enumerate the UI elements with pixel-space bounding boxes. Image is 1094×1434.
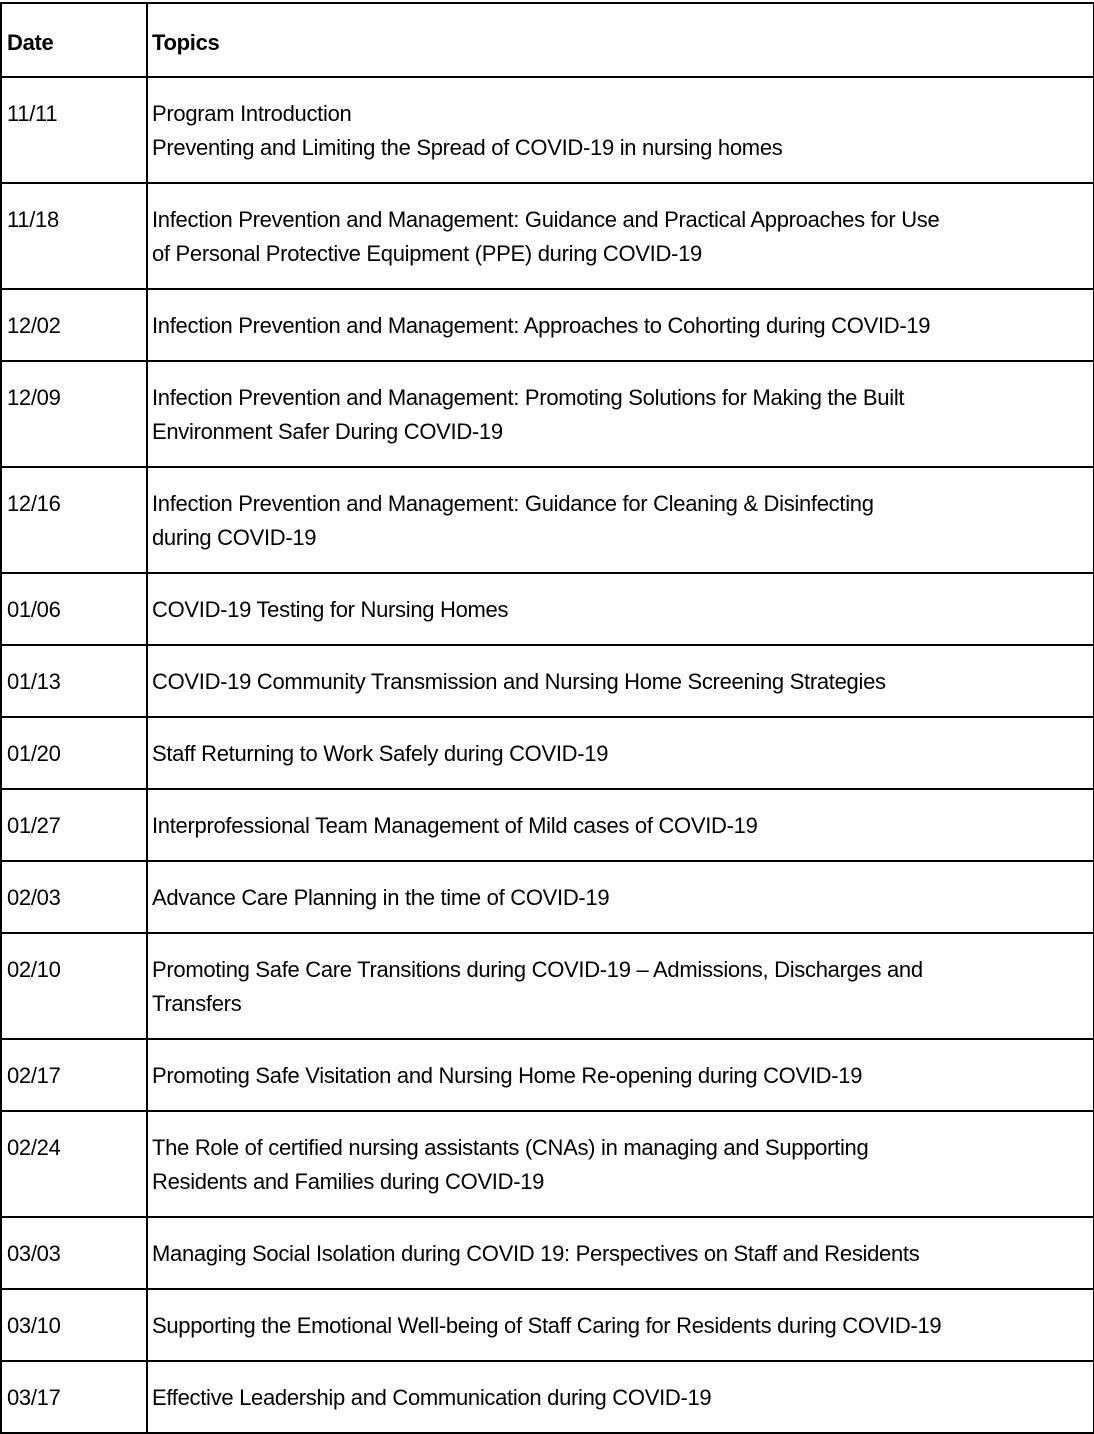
session-date: 03/03 (7, 1241, 61, 1266)
table-row (1, 789, 1094, 861)
topic-text (152, 1040, 1093, 1093)
date-cell (1, 1361, 147, 1433)
topic-text (152, 1290, 1093, 1343)
date-cell (1, 573, 147, 645)
session-date: 03/17 (7, 1385, 61, 1410)
header-row (1, 3, 1094, 77)
topic-line: Managing Social Isolation during COVID 19: Perspectives on Staff and Residents (152, 1241, 920, 1266)
topic-cell (147, 789, 1094, 861)
header-topics (147, 3, 1094, 77)
topic-line: Residents and Families during COVID-19 (152, 1169, 545, 1194)
topic-cell (147, 183, 1094, 289)
table-row (1, 289, 1094, 361)
session-date: 01/27 (7, 813, 61, 838)
date-cell (1, 361, 147, 467)
table-row (1, 1217, 1094, 1289)
topic-line: Staff Returning to Work Safely during COVID-19 (152, 741, 609, 766)
session-date: 12/16 (7, 491, 61, 516)
date-cell (1, 645, 147, 717)
topic-text (152, 934, 1093, 1021)
topic-cell (147, 1289, 1094, 1361)
date-cell (1, 1039, 147, 1111)
date-cell (1, 1217, 147, 1289)
topic-cell (147, 933, 1094, 1039)
header-topics-label: Topics (152, 30, 220, 55)
date-cell (1, 183, 147, 289)
session-date: 02/03 (7, 885, 61, 910)
table-row (1, 1289, 1094, 1361)
topic-cell (147, 289, 1094, 361)
topic-line: Transfers (152, 991, 242, 1016)
session-date: 02/24 (7, 1135, 61, 1160)
date-cell (1, 789, 147, 861)
topic-line: Infection Prevention and Management: Guidance for Cleaning & Disinfecting (152, 491, 874, 516)
topic-cell (147, 1217, 1094, 1289)
topic-cell (147, 77, 1094, 183)
table-row (1, 861, 1094, 933)
topic-cell (147, 361, 1094, 467)
topic-cell (147, 1039, 1094, 1111)
date-cell (1, 861, 147, 933)
schedule-table (0, 2, 1094, 1434)
topic-cell (147, 1111, 1094, 1217)
session-date: 02/17 (7, 1063, 61, 1088)
topic-line: Environment Safer During COVID-19 (152, 419, 503, 444)
topic-text (152, 1218, 1093, 1271)
topic-line: Preventing and Limiting the Spread of COVID-19 in nursing homes (152, 135, 783, 160)
topic-line: Infection Prevention and Management: Guidance and Practical Approaches for Use (152, 207, 940, 232)
session-date: 11/11 (7, 101, 58, 126)
date-cell (1, 77, 147, 183)
table-row (1, 573, 1094, 645)
table-row (1, 467, 1094, 573)
session-date: 12/09 (7, 385, 61, 410)
topic-text (152, 718, 1093, 771)
session-date: 01/20 (7, 741, 61, 766)
topic-text (152, 790, 1093, 843)
topic-line: Effective Leadership and Communication during COVID-19 (152, 1385, 712, 1410)
table-row (1, 183, 1094, 289)
date-cell (1, 933, 147, 1039)
topic-text (152, 1362, 1093, 1415)
topic-line: Promoting Safe Care Transitions during COVID-19 – Admissions, Discharges and (152, 957, 923, 982)
topic-text (152, 184, 1093, 271)
topic-line: COVID-19 Community Transmission and Nursing Home Screening Strategies (152, 669, 886, 694)
topic-cell (147, 717, 1094, 789)
topic-text (152, 290, 1093, 343)
topic-line: Program Introduction (152, 101, 352, 126)
date-cell (1, 717, 147, 789)
table-row (1, 1039, 1094, 1111)
topic-text (152, 468, 1093, 555)
table-body (1, 77, 1094, 1433)
topic-text (152, 574, 1093, 627)
topic-line: Supporting the Emotional Well-being of Staff Caring for Residents during COVID-19 (152, 1313, 942, 1338)
topic-line: Interprofessional Team Management of Mild cases of COVID-19 (152, 813, 758, 838)
date-cell (1, 289, 147, 361)
header-date (1, 3, 147, 77)
date-cell (1, 467, 147, 573)
topic-line: The Role of certified nursing assistants (CNAs) in managing and Supporting (152, 1135, 869, 1160)
topic-line: Infection Prevention and Management: Approaches to Cohorting during COVID-19 (152, 313, 931, 338)
topic-text (152, 1112, 1093, 1199)
table-row (1, 933, 1094, 1039)
table-row (1, 717, 1094, 789)
table-row (1, 1361, 1094, 1433)
topic-text (152, 78, 1093, 165)
topic-text (152, 862, 1093, 915)
table-row (1, 1111, 1094, 1217)
topic-line: during COVID-19 (152, 525, 317, 550)
topic-cell (147, 467, 1094, 573)
topic-cell (147, 861, 1094, 933)
table-row (1, 645, 1094, 717)
session-date: 01/06 (7, 597, 61, 622)
date-cell (1, 1111, 147, 1217)
table-row (1, 77, 1094, 183)
topic-line: of Personal Protective Equipment (PPE) during COVID-19 (152, 241, 702, 266)
session-date: 02/10 (7, 957, 61, 982)
topic-cell (147, 1361, 1094, 1433)
session-date: 11/18 (7, 207, 59, 232)
topic-line: COVID-19 Testing for Nursing Homes (152, 597, 509, 622)
topic-text (152, 646, 1093, 699)
table-header (1, 3, 1094, 77)
date-cell (1, 1289, 147, 1361)
topic-line: Advance Care Planning in the time of COVID-19 (152, 885, 610, 910)
session-date: 03/10 (7, 1313, 61, 1338)
session-date: 12/02 (7, 313, 61, 338)
table-row (1, 361, 1094, 467)
topic-text (152, 362, 1093, 449)
topic-cell (147, 573, 1094, 645)
topic-cell (147, 645, 1094, 717)
header-date-label: Date (7, 30, 54, 55)
session-date: 01/13 (7, 669, 61, 694)
topic-line: Promoting Safe Visitation and Nursing Home Re-opening during COVID-19 (152, 1063, 863, 1088)
topic-line: Infection Prevention and Management: Promoting Solutions for Making the Built (152, 385, 905, 410)
